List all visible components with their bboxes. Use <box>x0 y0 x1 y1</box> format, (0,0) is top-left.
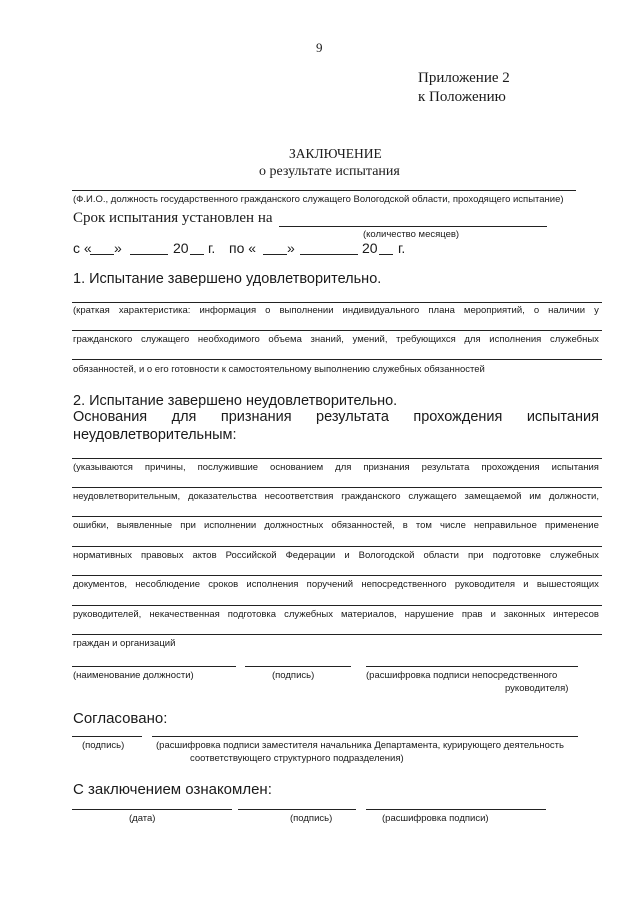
agreed-signature-line <box>72 736 142 737</box>
signature1-line <box>245 666 351 667</box>
section2-caption-line1: (указываются причины, послужившие основанием для признания результата прохождения испытания <box>73 462 599 473</box>
fio-underline <box>72 190 576 191</box>
section1-heading: 1. Испытание завершено удовлетворительно. <box>73 271 382 287</box>
date-from-month-line <box>130 254 168 255</box>
term-label: Срок испытания установлен на <box>73 210 273 226</box>
section2-line6 <box>72 605 602 606</box>
date-from-label: с « <box>73 240 92 256</box>
agreed-label: Согласовано: <box>73 710 168 727</box>
section2-line4 <box>72 546 602 547</box>
agreed-decoding-line1: (расшифровка подписи заместителя начальника Департамента, курирующего деятельность <box>156 740 564 751</box>
section2-basis-line2: неудовлетворительным: <box>73 427 237 443</box>
section1-caption-line3: обязанностей, и о его готовности к самостоятельному выполнению служебных обязанностей <box>73 364 485 375</box>
decoding1-caption-line2: руководителя) <box>505 683 569 694</box>
date-to-year-line <box>379 254 393 255</box>
date-from-year-line <box>190 254 204 255</box>
fio-caption: (Ф.И.О., должность государственного гражданского служащего Вологодской области, проходящего испытание) <box>73 194 564 205</box>
document-title: ЗАКЛЮЧЕНИЕ <box>289 146 382 161</box>
appendix-line1: Приложение 2 <box>418 70 510 86</box>
section1-caption-line2: гражданского служащего необходимого объема знаний, умений, требующихся для исполнения служебных <box>73 334 599 345</box>
date-from-year: 20 <box>173 240 189 256</box>
section2-line2 <box>72 487 602 488</box>
section2-line7 <box>72 634 602 635</box>
agreed-decoding-line <box>152 736 578 737</box>
date-to-year: 20 <box>362 240 378 256</box>
date-line <box>72 809 232 810</box>
document-subtitle: о результате испытания <box>259 164 400 179</box>
section2-line1 <box>72 458 602 459</box>
section2-caption-line4: нормативных правовых актов Российской Федерации и Вологодской области при подготовке служебных <box>73 550 599 561</box>
section2-heading: 2. Испытание завершено неудовлетворительно. <box>73 393 398 409</box>
acquainted-decoding-caption: (расшифровка подписи) <box>382 813 489 824</box>
section2-line3 <box>72 516 602 517</box>
appendix-line2: к Положению <box>418 89 506 105</box>
section2-caption-line5: документов, несоблюдение сроков исполнения поручений непосредственного руководителя и вышестоящих <box>73 579 599 590</box>
date-to-month-line <box>300 254 358 255</box>
section1-line3 <box>72 359 602 360</box>
agreed-signature-caption: (подпись) <box>82 740 125 751</box>
date-to-g: г. <box>398 240 406 256</box>
date-to-label: по « <box>229 240 257 256</box>
position-caption: (наименование должности) <box>73 670 194 681</box>
section2-caption-last: граждан и организаций <box>73 638 176 649</box>
acquainted-label: С заключением ознакомлен: <box>73 781 272 798</box>
section2-line5 <box>72 575 602 576</box>
decoding1-line <box>366 666 578 667</box>
date-caption: (дата) <box>129 813 156 824</box>
acquainted-decoding-line <box>366 809 546 810</box>
acquainted-signature-caption: (подпись) <box>290 813 333 824</box>
position-line <box>72 666 236 667</box>
section1-caption-line1: (краткая характеристика: информация о выполнении индивидуального плана мероприятий, о наличии у <box>73 305 599 316</box>
section2-caption-line6: руководителей, некачественная подготовка служебных материалов, нарушение прав и законных интересов <box>73 609 599 620</box>
date-from-g: г. <box>208 240 216 256</box>
date-from-day-line <box>90 254 114 255</box>
section2-caption-line2: неудовлетворительным, доказательства несоответствия гражданского служащего замещаемой им должности, <box>73 491 599 502</box>
section2-caption-line3: ошибки, выявленные при исполнении должностных обязанностей, в том числе неправильное применение <box>73 520 599 531</box>
date-to-day-line <box>263 254 287 255</box>
term-caption: (количество месяцев) <box>363 229 460 240</box>
section1-line1 <box>72 302 602 303</box>
acquainted-signature-line <box>238 809 356 810</box>
signature1-caption: (подпись) <box>272 670 315 681</box>
section2-basis-line1: Основания для признания результата прохождения испытания <box>73 409 599 425</box>
section1-line2 <box>72 330 602 331</box>
decoding1-caption-line1: (расшифровка подписи непосредственного <box>366 670 558 681</box>
date-from-quote: » <box>114 240 122 256</box>
agreed-decoding-line2: соответствующего структурного подразделения) <box>190 753 404 764</box>
page-number: 9 <box>316 40 323 55</box>
term-underline <box>279 226 547 227</box>
date-to-quote: » <box>287 240 295 256</box>
